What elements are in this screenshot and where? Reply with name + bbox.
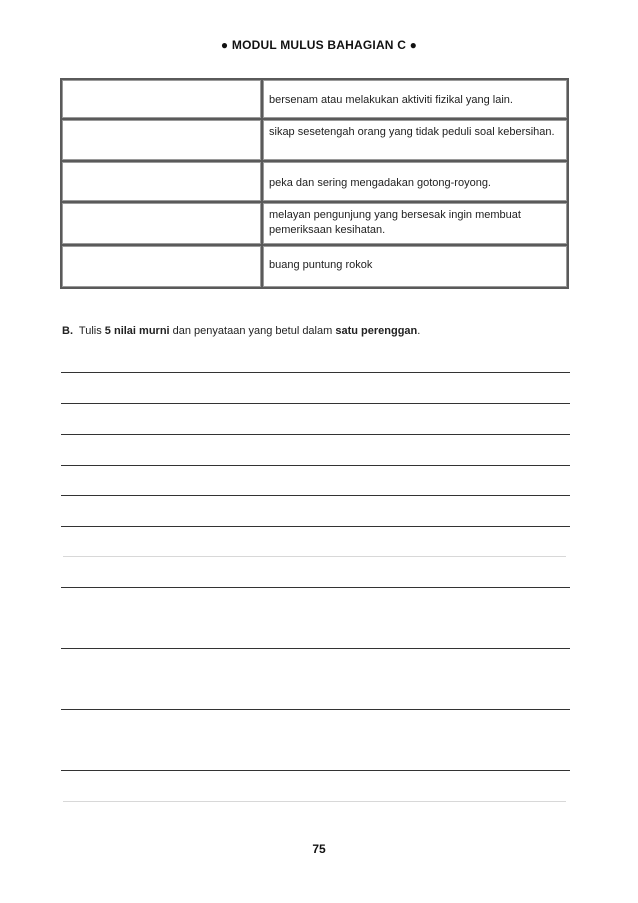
table-row-1-left-cell[interactable] bbox=[62, 80, 261, 118]
writing-line-4[interactable] bbox=[61, 465, 570, 466]
writing-line-10[interactable] bbox=[61, 709, 570, 710]
table-row-2-right-cell: sikap sesetengah orang yang tidak peduli soal kebersihan. bbox=[263, 120, 567, 160]
table-row-5-left-cell[interactable] bbox=[62, 246, 261, 287]
module-header: ● MODUL MULUS BAHAGIAN C ● bbox=[220, 38, 418, 52]
table-row-4-right-cell: melayan pengunjung yang bersesak ingin membuat pemeriksaan kesihatan. bbox=[263, 203, 567, 244]
table-row-5-right-cell: buang puntung rokok bbox=[263, 246, 567, 287]
writing-line-8[interactable] bbox=[61, 587, 570, 588]
instruction-text-2: dan penyataan yang betul dalam bbox=[169, 325, 336, 337]
table-row-4-left-cell[interactable] bbox=[62, 203, 261, 244]
writing-line-12[interactable] bbox=[63, 801, 566, 802]
table-row-2-left-cell[interactable] bbox=[62, 120, 261, 160]
instruction-bold-1: 5 nilai murni bbox=[104, 325, 170, 337]
instruction-bold-2: satu perenggan bbox=[335, 325, 418, 337]
writing-line-1[interactable] bbox=[61, 372, 570, 373]
writing-line-7[interactable] bbox=[63, 556, 566, 557]
writing-line-2[interactable] bbox=[61, 403, 570, 404]
table-row-3-left-cell[interactable] bbox=[62, 162, 261, 201]
section-b-instruction bbox=[62, 325, 420, 337]
table-row-3-right-cell: peka dan sering mengadakan gotong-royong. bbox=[263, 162, 567, 201]
section-b-label: B. bbox=[62, 325, 73, 337]
instruction-text-3: . bbox=[417, 325, 421, 337]
writing-line-5[interactable] bbox=[61, 495, 570, 496]
instruction-text-1: Tulis bbox=[78, 325, 105, 337]
writing-line-6[interactable] bbox=[61, 526, 570, 527]
page-number: 75 bbox=[312, 842, 326, 856]
writing-line-9[interactable] bbox=[61, 648, 570, 649]
table-row-1-right-cell: bersenam atau melakukan aktiviti fizikal yang lain. bbox=[263, 80, 567, 118]
writing-line-3[interactable] bbox=[61, 434, 570, 435]
answer-table bbox=[60, 78, 569, 289]
writing-line-11[interactable] bbox=[61, 770, 570, 771]
